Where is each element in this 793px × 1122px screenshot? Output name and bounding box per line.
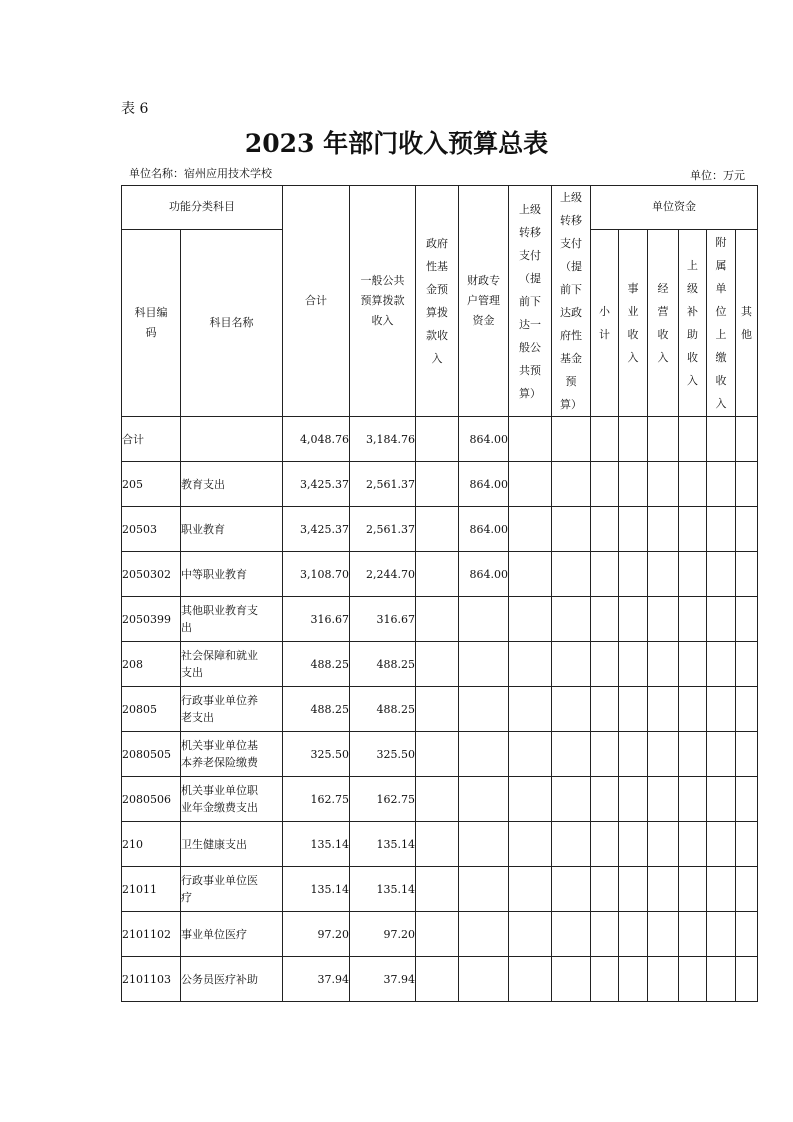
row-transfer-fund-cell [552,597,591,642]
unit-name-label: 单位名称：宿州应用技术学校 [129,167,272,180]
row-transfer-general-cell [509,507,552,552]
row-name-cell: 职业教育 [181,507,283,552]
row-other-cell [736,507,758,552]
row-affiliated-income-cell [707,597,736,642]
row-transfer-fund-cell [552,417,591,462]
row-operating-income-cell [648,462,679,507]
row-gov-fund-cell [416,417,459,462]
row-total-cell: 3,108.70 [283,552,350,597]
row-transfer-general-cell [509,642,552,687]
row-subtotal-cell [591,642,619,687]
row-total-cell: 135.14 [283,867,350,912]
row-operating-income-cell [648,822,679,867]
row-fiscal-special-cell [459,732,509,777]
row-subtotal-cell [591,777,619,822]
row-code-cell: 2050302 [122,552,181,597]
row-total-cell: 135.14 [283,822,350,867]
row-business-income-cell [619,912,648,957]
table-number: 表 6 [121,101,149,117]
header-affiliated-income: 附 属 单 位 上 缴 收 入 [707,229,736,416]
row-gov-fund-cell [416,687,459,732]
row-code-cell: 2080505 [122,732,181,777]
row-superior-subsidy-cell [679,867,707,912]
row-fiscal-special-cell [459,822,509,867]
row-operating-income-cell [648,732,679,777]
page-title: 2023 年部门收入预算总表 [244,129,549,158]
header-operating-income: 经 营 收 入 [648,229,679,416]
row-other-cell [736,822,758,867]
row-code-cell: 20503 [122,507,181,552]
row-transfer-fund-cell [552,462,591,507]
row-superior-subsidy-cell [679,912,707,957]
row-total-cell: 316.67 [283,597,350,642]
table-row [122,642,758,687]
row-code-cell: 2101103 [122,957,181,1002]
row-code-cell: 21011 [122,867,181,912]
row-general-budget-cell: 488.25 [350,642,416,687]
row-transfer-fund-cell [552,642,591,687]
row-fiscal-special-cell: 864.00 [459,507,509,552]
row-fiscal-special-cell [459,912,509,957]
row-fiscal-special-cell [459,867,509,912]
row-operating-income-cell [648,597,679,642]
row-transfer-general-cell [509,462,552,507]
row-transfer-fund-cell [552,777,591,822]
row-affiliated-income-cell [707,642,736,687]
table-row [122,597,758,642]
row-gov-fund-cell [416,507,459,552]
row-affiliated-income-cell [707,957,736,1002]
row-transfer-fund-cell [552,957,591,1002]
row-general-budget-cell: 325.50 [350,732,416,777]
header-unit-funds: 单位资金 [591,186,758,230]
row-total-cell: 37.94 [283,957,350,1002]
row-superior-subsidy-cell [679,507,707,552]
row-subtotal-cell [591,912,619,957]
row-business-income-cell [619,732,648,777]
row-affiliated-income-cell [707,552,736,597]
row-name-cell: 机关事业单位基 本养老保险缴费 [181,732,283,777]
row-transfer-general-cell [509,867,552,912]
row-general-budget-cell: 162.75 [350,777,416,822]
row-transfer-general-cell [509,417,552,462]
row-fiscal-special-cell [459,687,509,732]
table-row [122,957,758,1002]
row-affiliated-income-cell [707,687,736,732]
row-transfer-general-cell [509,912,552,957]
row-other-cell [736,597,758,642]
row-operating-income-cell [648,642,679,687]
budget-table [121,185,758,1002]
row-transfer-general-cell [509,687,552,732]
currency-unit-label: 单位：万元 [690,169,745,182]
row-general-budget-cell: 97.20 [350,912,416,957]
row-subtotal-cell [591,552,619,597]
row-operating-income-cell [648,867,679,912]
row-transfer-general-cell [509,822,552,867]
row-operating-income-cell [648,417,679,462]
row-name-cell [181,417,283,462]
row-operating-income-cell [648,777,679,822]
row-subtotal-cell [591,597,619,642]
row-business-income-cell [619,777,648,822]
row-code-cell: 2050399 [122,597,181,642]
row-other-cell [736,687,758,732]
row-subtotal-cell [591,867,619,912]
row-transfer-general-cell [509,732,552,777]
row-total-cell: 162.75 [283,777,350,822]
table-row [122,777,758,822]
row-code-cell: 2080506 [122,777,181,822]
row-gov-fund-cell [416,597,459,642]
row-name-cell: 事业单位医疗 [181,912,283,957]
row-superior-subsidy-cell [679,822,707,867]
row-transfer-fund-cell [552,912,591,957]
row-affiliated-income-cell [707,867,736,912]
row-gov-fund-cell [416,462,459,507]
row-name-cell: 公务员医疗补助 [181,957,283,1002]
row-fiscal-special-cell [459,642,509,687]
row-subtotal-cell [591,822,619,867]
table-row [122,822,758,867]
row-superior-subsidy-cell [679,732,707,777]
row-gov-fund-cell [416,732,459,777]
header-code: 科目编 码 [122,229,181,416]
row-business-income-cell [619,552,648,597]
table-row [122,462,758,507]
row-gov-fund-cell [416,552,459,597]
row-general-budget-cell: 2,244.70 [350,552,416,597]
row-general-budget-cell: 2,561.37 [350,462,416,507]
row-transfer-fund-cell [552,687,591,732]
row-business-income-cell [619,687,648,732]
row-other-cell [736,642,758,687]
row-other-cell [736,732,758,777]
row-business-income-cell [619,957,648,1002]
row-gov-fund-cell [416,867,459,912]
table-row [122,507,758,552]
row-operating-income-cell [648,912,679,957]
header-total: 合计 [283,186,350,417]
row-fiscal-special-cell: 864.00 [459,462,509,507]
row-general-budget-cell: 135.14 [350,867,416,912]
header-name: 科目名称 [181,229,283,416]
table-row [122,867,758,912]
header-transfer-fund: 上级 转移 支付 （提 前下 达政 府性 基金 预 算） [552,186,591,417]
row-affiliated-income-cell [707,507,736,552]
row-fiscal-special-cell: 864.00 [459,417,509,462]
row-gov-fund-cell [416,912,459,957]
row-subtotal-cell [591,957,619,1002]
row-name-cell: 社会保障和就业 支出 [181,642,283,687]
row-general-budget-cell: 135.14 [350,822,416,867]
header-gov-fund: 政府 性基 金预 算拨 款收 入 [416,186,459,417]
row-other-cell [736,552,758,597]
row-other-cell [736,462,758,507]
row-affiliated-income-cell [707,777,736,822]
row-transfer-fund-cell [552,507,591,552]
row-code-cell: 合计 [122,417,181,462]
row-other-cell [736,777,758,822]
row-business-income-cell [619,642,648,687]
header-transfer-general: 上级 转移 支付 （提 前下 达一 般公 共预 算） [509,186,552,417]
row-superior-subsidy-cell [679,687,707,732]
row-fiscal-special-cell [459,597,509,642]
row-transfer-fund-cell [552,552,591,597]
header-fiscal-special: 财政专 户管理 资金 [459,186,509,417]
row-business-income-cell [619,822,648,867]
row-business-income-cell [619,867,648,912]
table-row [122,687,758,732]
row-business-income-cell [619,462,648,507]
row-code-cell: 2101102 [122,912,181,957]
row-transfer-fund-cell [552,822,591,867]
row-name-cell: 行政事业单位医 疗 [181,867,283,912]
row-total-cell: 488.25 [283,642,350,687]
header-func-class: 功能分类科目 [122,186,283,230]
row-superior-subsidy-cell [679,462,707,507]
header-business-income: 事 业 收 入 [619,229,648,416]
header-subtotal: 小 计 [591,229,619,416]
row-superior-subsidy-cell [679,957,707,1002]
row-transfer-fund-cell [552,732,591,777]
row-transfer-general-cell [509,777,552,822]
row-fiscal-special-cell [459,957,509,1002]
row-subtotal-cell [591,417,619,462]
row-other-cell [736,957,758,1002]
row-superior-subsidy-cell [679,777,707,822]
row-fiscal-special-cell [459,777,509,822]
row-general-budget-cell: 3,184.76 [350,417,416,462]
row-gov-fund-cell [416,957,459,1002]
row-operating-income-cell [648,687,679,732]
row-fiscal-special-cell: 864.00 [459,552,509,597]
row-other-cell [736,867,758,912]
row-total-cell: 97.20 [283,912,350,957]
row-general-budget-cell: 488.25 [350,687,416,732]
row-affiliated-income-cell [707,912,736,957]
row-affiliated-income-cell [707,417,736,462]
row-subtotal-cell [591,732,619,777]
header-other: 其 他 [736,229,758,416]
header-row-1 [122,186,758,230]
row-transfer-general-cell [509,552,552,597]
row-total-cell: 3,425.37 [283,462,350,507]
row-affiliated-income-cell [707,822,736,867]
table-row [122,417,758,462]
row-code-cell: 210 [122,822,181,867]
row-transfer-general-cell [509,597,552,642]
row-operating-income-cell [648,507,679,552]
header-general-budget: 一般公共 预算拨款 收入 [350,186,416,417]
row-affiliated-income-cell [707,462,736,507]
header-superior-subsidy: 上 级 补 助 收 入 [679,229,707,416]
row-gov-fund-cell [416,777,459,822]
row-name-cell: 机关事业单位职 业年金缴费支出 [181,777,283,822]
row-operating-income-cell [648,552,679,597]
table-row [122,912,758,957]
table-row [122,552,758,597]
row-other-cell [736,912,758,957]
row-transfer-general-cell [509,957,552,1002]
row-name-cell: 其他职业教育支 出 [181,597,283,642]
row-superior-subsidy-cell [679,417,707,462]
row-business-income-cell [619,507,648,552]
row-code-cell: 20805 [122,687,181,732]
row-transfer-fund-cell [552,867,591,912]
table-row [122,732,758,777]
row-code-cell: 208 [122,642,181,687]
row-affiliated-income-cell [707,732,736,777]
row-total-cell: 3,425.37 [283,507,350,552]
row-name-cell: 行政事业单位养 老支出 [181,687,283,732]
row-subtotal-cell [591,462,619,507]
row-name-cell: 卫生健康支出 [181,822,283,867]
row-superior-subsidy-cell [679,642,707,687]
row-general-budget-cell: 316.67 [350,597,416,642]
row-total-cell: 488.25 [283,687,350,732]
row-total-cell: 4,048.76 [283,417,350,462]
row-name-cell: 教育支出 [181,462,283,507]
row-general-budget-cell: 2,561.37 [350,507,416,552]
row-code-cell: 205 [122,462,181,507]
row-other-cell [736,417,758,462]
row-business-income-cell [619,597,648,642]
row-gov-fund-cell [416,642,459,687]
row-superior-subsidy-cell [679,552,707,597]
row-superior-subsidy-cell [679,597,707,642]
row-subtotal-cell [591,687,619,732]
row-business-income-cell [619,417,648,462]
row-general-budget-cell: 37.94 [350,957,416,1002]
row-gov-fund-cell [416,822,459,867]
row-operating-income-cell [648,957,679,1002]
row-total-cell: 325.50 [283,732,350,777]
row-name-cell: 中等职业教育 [181,552,283,597]
row-subtotal-cell [591,507,619,552]
